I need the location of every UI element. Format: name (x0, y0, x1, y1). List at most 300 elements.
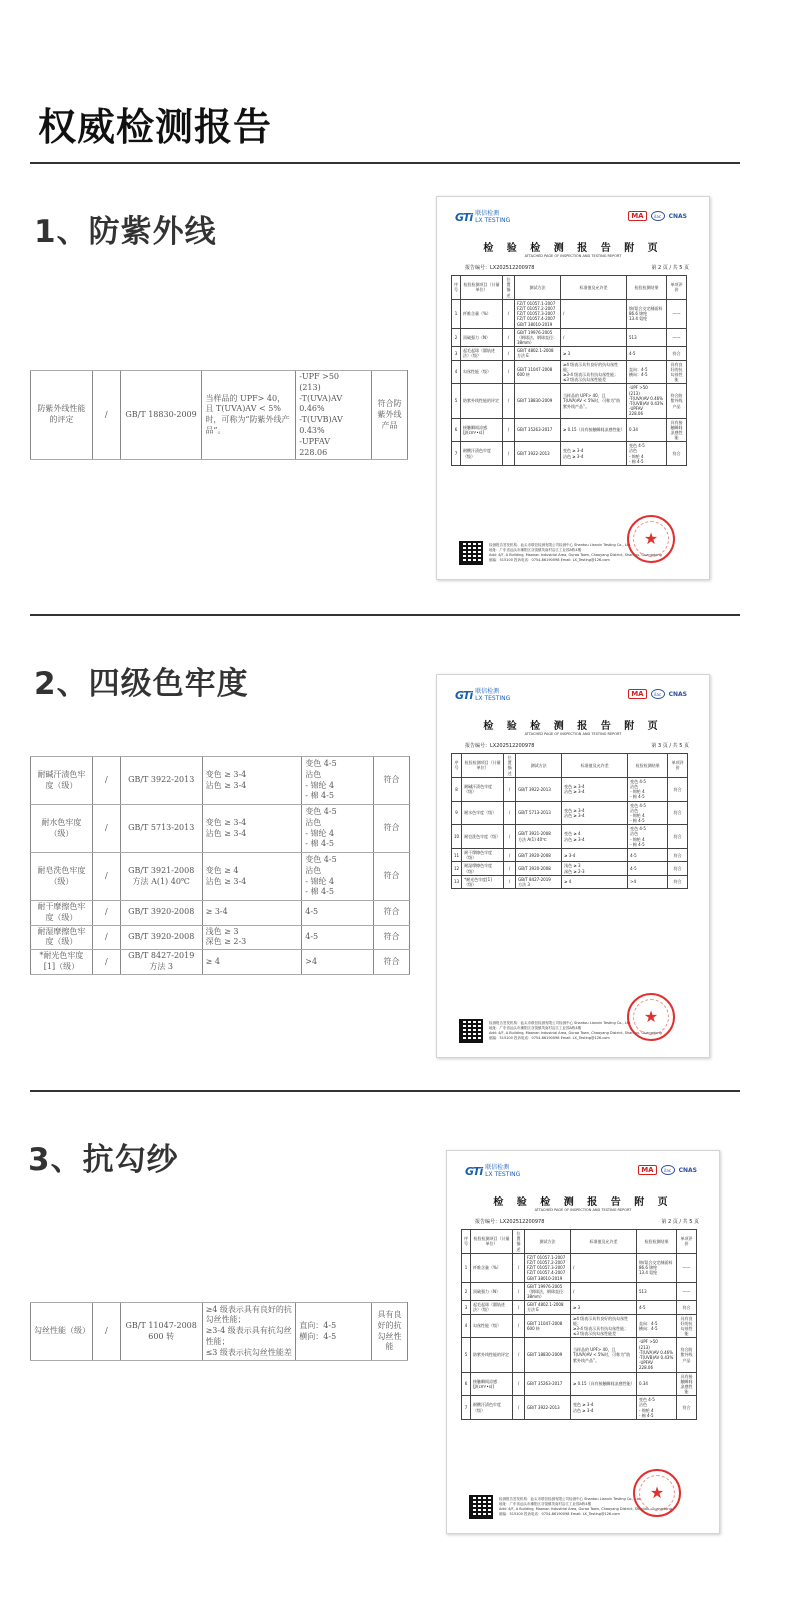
report-cell-pos: / (504, 825, 516, 849)
report-cell-verdict: 符合防紫外线产品 (667, 384, 687, 418)
report-cell-result: -UPF >50 (213) -T(UVA)AV 0.46% -T(UVB)AV 0.43% -UPFAV 228.06 (627, 384, 667, 418)
column-header: 检验检测结果 (627, 276, 667, 300)
report-cell-pos: / (513, 1372, 525, 1396)
seal-star-icon: ★ (649, 1483, 665, 1502)
report-cell-no: 5 (452, 384, 461, 418)
position-cell: / (92, 925, 120, 950)
report-cell-pos: / (503, 360, 515, 384)
report-results-table (451, 753, 688, 889)
report-cell-verdict: 符合 (668, 777, 688, 801)
test-result: >4 (302, 950, 374, 975)
report-cell-verdict: —— (677, 1282, 697, 1301)
report-cell-verdict: 符合 (668, 862, 688, 875)
test-item: 耐水色牢度（级） (31, 805, 93, 853)
report-results-table (451, 275, 687, 466)
column-header: 单项评价 (668, 754, 688, 778)
report-cell-item: 耐碱汗渍色牢度（级） (462, 777, 504, 801)
table-row (452, 442, 687, 466)
report-cell-no: 1 (452, 299, 461, 328)
report-cell-verdict: 符合 (677, 1396, 697, 1420)
table-row (462, 1372, 697, 1396)
table-row (452, 862, 688, 875)
test-method: GB/T 3920-2008 (120, 925, 202, 950)
report-cell-verdict: —— (667, 328, 687, 347)
report-cell-std: ≥4 级表示具有良好的抗勾丝性能； ≥3-4 级表示具有抗勾丝性能； ≤3 级表示抗勾丝性能差 (561, 360, 627, 384)
report-cell-no: 6 (462, 1372, 471, 1396)
report-cell-std: 变色 ≥ 3-4 沾色 ≥ 3-4 (571, 1396, 637, 1420)
table-header-row (452, 276, 687, 300)
table-header-row (462, 1230, 697, 1254)
lab-name-en: LX TESTING (485, 1170, 521, 1178)
report-cell-result: 直向：4-5 横向：4-5 (637, 1314, 677, 1338)
official-seal-icon (633, 1469, 681, 1517)
report-cell-pos: / (504, 777, 516, 801)
report-cell-verdict: 符合 (667, 442, 687, 466)
report-cell-method: GB/T 18830-2009 (525, 1338, 571, 1372)
report-meta (475, 1218, 699, 1225)
report-cell-item: 耐酸汗渍色牢度（级） (471, 1396, 513, 1420)
column-header: 序号 (452, 754, 462, 778)
test-result: 变色 4-5 沾色 - 锦纶 4 - 棉 4-5 (302, 757, 374, 805)
column-header: 位置描述 (504, 754, 516, 778)
requirement: 浅色 ≥ 3 深色 ≥ 2-3 (202, 925, 302, 950)
report-cell-method: GB/T 11047-2008 600 转 (515, 360, 561, 384)
report-cell-std: 变色 ≥ 3-4 沾色 ≥ 3-4 (561, 442, 627, 466)
report-cell-method: FZ/T 01057.1-2007 FZ/T 01057.2-2007 FZ/T 01057.3-2007 FZ/T 01057.4-2007 GB/T 38010-2019 (515, 299, 561, 328)
report-cell-no: 1 (462, 1253, 471, 1282)
report-cell-pos: / (503, 384, 515, 418)
column-header: 序号 (452, 276, 461, 300)
accreditation-badges (638, 1165, 697, 1175)
report-cell-no: 13 (452, 875, 462, 888)
footer-line: Add: 4/F, A Building, Maonan Industrial Area, Gurao Town, Chaoyang District, Shantou, Guangdong (499, 1507, 672, 1511)
report-cell-no: 7 (452, 442, 461, 466)
column-header: 检验检测结果 (637, 1230, 677, 1254)
report-cell-no: 2 (452, 328, 461, 347)
column-header: 测试方法 (525, 1230, 571, 1254)
page-indicator: 第 3 页 / 共 5 页 (651, 743, 689, 749)
cma-badge-icon: MA (638, 1165, 656, 1175)
table-row (31, 853, 410, 901)
footer-line: 地址：广东省汕头市潮阳区谷饶镇茂南村沿江工业园A栋4楼 (499, 1501, 592, 1506)
report-cell-item: 顶破强力（N） (461, 328, 503, 347)
qr-code-icon (459, 541, 483, 565)
report-cell-pos: / (513, 1253, 525, 1282)
requirement: ≥ 3-4 (202, 901, 302, 926)
report-cell-no: 11 (452, 849, 462, 862)
test-item: 耐皂洗色牢度（级） (31, 853, 93, 901)
position-cell: / (92, 950, 120, 975)
report-cell-std: 当样品的 UPF> 40，且 T(UVA)AV < 5%时，可称为“防紫外线产品”。 (571, 1338, 637, 1372)
footer-line: Add: 4/F, A Building, Maonan Industrial Area, Gurao Town, Chaoyang District, Shantou, Guangdong (489, 553, 662, 557)
report-cell-no: 10 (452, 825, 462, 849)
column-header: 位置描述 (503, 276, 515, 300)
footer-line: 邮编：515100 投诉电话：0754-86190098 Email: LX_Testing@126.com (489, 558, 610, 563)
report-cell-std: ≥ 0.15（具有接触瞬间凉感性能） (571, 1372, 637, 1396)
lab-logo-mark: GTi (465, 1165, 483, 1179)
report-cell-pos: / (513, 1396, 525, 1420)
column-header: 测试方法 (515, 276, 561, 300)
report-cell-result: 变色 4-5 沾色 - 锦纶 4 - 棉 4-5 (627, 442, 667, 466)
verdict: 符合 (374, 853, 410, 901)
table-row (452, 875, 688, 888)
page-title: 权威检测报告 (38, 105, 273, 149)
test-report-page (436, 674, 710, 1058)
requirement: 变色 ≥ 4 沾色 ≥ 3-4 (202, 853, 302, 901)
report-cell-result: 0.34 (637, 1372, 677, 1396)
lab-logo (455, 689, 510, 702)
report-cell-std: / (561, 299, 627, 328)
lab-logo-text (475, 211, 510, 224)
requirement: ≥ 4 (202, 950, 302, 975)
column-header: 检验检测项目（计量单位） (462, 754, 504, 778)
position-cell: / (92, 901, 120, 926)
report-cell-method: GB/T 3920-2008 (516, 849, 562, 862)
section-title-colorfastness: 2、四级色牢度 (34, 666, 249, 702)
report-cell-item: 顶破强力（N） (471, 1282, 513, 1301)
report-cell-method: GB/T 5713-2013 (516, 801, 562, 825)
report-cell-no: 7 (462, 1396, 471, 1420)
report-cell-item: 接触瞬间凉感[J/(cm²•s)] (471, 1372, 513, 1396)
table-row (452, 801, 688, 825)
official-seal-icon (627, 515, 675, 563)
report-cell-std: / (561, 328, 627, 347)
report-meta (465, 742, 689, 749)
test-result: 变色 4-5 沾色 - 锦纶 4 - 棉 4-5 (302, 853, 374, 901)
report-cell-verdict: 具有接触瞬间凉感性能 (667, 418, 687, 442)
test-method: GB/T 8427-2019 方法 3 (120, 950, 202, 975)
divider (30, 1090, 740, 1092)
footer-line: 邮编：515100 投诉电话：0754-86190098 Email: LX_Testing@126.com (489, 1036, 610, 1041)
report-cell-std: 变色 ≥ 3-4 沾色 ≥ 3-4 (562, 801, 628, 825)
report-cell-result: 变色 4-5 沾色 - 锦纶 4 - 棉 4-5 (628, 801, 668, 825)
cma-badge-icon: MA (628, 689, 646, 699)
qr-code-icon (469, 1495, 493, 1519)
report-cell-std: ≥ 3 (571, 1301, 637, 1314)
report-cell-item: 纤维含量（%） (461, 299, 503, 328)
report-cell-result: 直向：4-5 横向：4-5 (627, 360, 667, 384)
report-cell-result: 变色 4-5 沾色 - 锦纶 4 - 棉 4-5 (628, 825, 668, 849)
report-number: 报告编号：LX202512200978 (465, 743, 535, 749)
report-cell-pos: / (503, 347, 515, 360)
report-cell-item: 防紫外线性能的评定 (461, 384, 503, 418)
divider (30, 614, 740, 616)
report-cell-result: 513 (627, 328, 667, 347)
report-cell-std: 变色 ≥ 3-4 沾色 ≥ 3-4 (562, 777, 628, 801)
report-cell-std: ≥ 3 (561, 347, 627, 360)
test-item: 耐碱汗渍色牢度（级） (31, 757, 93, 805)
report-cell-item: 耐酸汗渍色牢度（级） (461, 442, 503, 466)
accreditation-badges (628, 689, 687, 699)
report-cell-item: 耐皂洗色牢度（级） (462, 825, 504, 849)
report-cell-std: 浅色 ≥ 3 深色 ≥ 2-3 (562, 862, 628, 875)
spec-table-colorfastness (30, 756, 410, 975)
report-cell-pos: / (513, 1314, 525, 1338)
test-item: 耐干摩擦色牢度（级） (31, 901, 93, 926)
spec-table-snag (30, 1302, 408, 1361)
report-cell-std: ≥ 3-4 (562, 849, 628, 862)
report-cell-method: GB/T 3922-2013 (516, 777, 562, 801)
table-row (31, 371, 408, 460)
requirement: 变色 ≥ 3-4 沾色 ≥ 3-4 (202, 805, 302, 853)
requirement: 当样品的 UPF> 40，且 T(UVA)AV < 5%时，可称为“防紫外线产品”。 (202, 371, 296, 460)
test-method: GB/T 11047-2008 600 转 (120, 1303, 202, 1361)
report-cell-result: -UPF >50 (213) -T(UVA)AV 0.46% -T(UVB)AV 0.43% -UPFAV 228.06 (637, 1338, 677, 1372)
table-row (462, 1301, 697, 1314)
report-cell-std: / (571, 1282, 637, 1301)
ilac-badge-icon: ilac (651, 689, 665, 699)
verdict: 符合 (374, 757, 410, 805)
table-row (31, 901, 410, 926)
ilac-badge-icon: ilac (661, 1165, 675, 1175)
report-cell-method: GB/T 35263-2017 (515, 418, 561, 442)
footer-line: 检测报告签发机构：汕头市联信检测有限公司检测中心 Shantou Lianxin Testing Co., Ltd. (499, 1496, 642, 1501)
verdict: 符合 (374, 950, 410, 975)
section-title-snag: 3、抗勾纱 (28, 1142, 179, 1178)
report-cell-item: 勾丝性能（级） (461, 360, 503, 384)
section-title-uv: 1、防紫外线 (34, 214, 217, 250)
spec-table-uv (30, 370, 408, 460)
column-header: 标准值及允许差 (571, 1230, 637, 1254)
table-row (452, 384, 687, 418)
report-cell-std: ≥ 0.15（具有接触瞬间凉感性能） (561, 418, 627, 442)
qr-code-icon (459, 1019, 483, 1043)
report-cell-result: 锦/氨合交定制面料 86.6 锦纶 13.4 氨纶 (627, 299, 667, 328)
report-cell-method: GB/T 3922-2013 (515, 442, 561, 466)
position-cell: / (92, 757, 120, 805)
column-header: 序号 (462, 1230, 471, 1254)
table-row (462, 1253, 697, 1282)
test-item: 勾丝性能（级） (31, 1303, 93, 1361)
test-method: GB/T 3920-2008 (120, 901, 202, 926)
report-cell-no: 12 (452, 862, 462, 875)
report-cell-std: / (571, 1253, 637, 1282)
column-header: 检验检测结果 (628, 754, 668, 778)
report-cell-result: 0.34 (627, 418, 667, 442)
divider (30, 162, 740, 164)
report-cell-item: 耐湿摩擦色牢度（级） (462, 862, 504, 875)
column-header: 单项评价 (667, 276, 687, 300)
lab-logo (465, 1165, 520, 1178)
report-cell-result: 4-5 (628, 849, 668, 862)
report-cell-pos: / (504, 801, 516, 825)
report-cell-item: 起毛起球（圆轨迹法）（级） (461, 347, 503, 360)
report-cell-std: 当样品的 UPF> 40，且 T(UVA)AV < 5%时，可称为“防紫外线产品”。 (561, 384, 627, 418)
test-result: 4-5 (302, 901, 374, 926)
test-report-page (446, 1150, 720, 1534)
column-header: 单项评价 (677, 1230, 697, 1254)
requirement: ≥4 级表示具有良好的抗勾丝性能； ≥3-4 级表示具有抗勾丝性能； ≤3 级表示抗勾丝性能差 (202, 1303, 296, 1361)
cnas-badge-icon: CNAS (678, 1166, 697, 1174)
footer-line: 检测报告签发机构：汕头市联信检测有限公司检测中心 Shantou Lianxin Testing Co., Ltd. (489, 542, 632, 547)
report-cell-pos: / (504, 875, 516, 888)
report-cell-item: 起毛起球（圆轨迹法）（级） (471, 1301, 513, 1314)
test-result: 变色 4-5 沾色 - 锦纶 4 - 棉 4-5 (302, 805, 374, 853)
report-cell-pos: / (504, 862, 516, 875)
column-header: 检验检测项目（计量单位） (461, 276, 503, 300)
verdict: 符合 (374, 901, 410, 926)
footer-line: 邮编：515100 投诉电话：0754-86190098 Email: LX_Testing@126.com (499, 1512, 620, 1517)
column-header: 位置描述 (513, 1230, 525, 1254)
requirement: 变色 ≥ 3-4 沾色 ≥ 3-4 (202, 757, 302, 805)
report-cell-pos: / (513, 1301, 525, 1314)
ilac-badge-icon: ilac (651, 211, 665, 221)
report-cell-pos: / (503, 328, 515, 347)
report-number: 报告编号：LX202512200978 (465, 265, 535, 271)
table-row (452, 347, 687, 360)
test-method: GB/T 18830-2009 (120, 371, 202, 460)
report-cell-item: 耐干摩擦色牢度（级） (462, 849, 504, 862)
report-cell-no: 9 (452, 801, 462, 825)
cma-badge-icon: MA (628, 211, 646, 221)
report-number: 报告编号：LX202512200978 (475, 1219, 545, 1225)
report-cell-verdict: 具有接触瞬间凉感性能 (677, 1372, 697, 1396)
accreditation-badges (628, 211, 687, 221)
report-cell-std: ≥ 4 (562, 875, 628, 888)
table-row (452, 825, 688, 849)
test-result: 4-5 (302, 925, 374, 950)
report-cell-verdict: 符合防紫外线产品 (677, 1338, 697, 1372)
lab-logo-mark: GTi (455, 211, 473, 225)
report-cell-result: 4-5 (637, 1301, 677, 1314)
report-cell-method: GB/T 3920-2008 (516, 862, 562, 875)
verdict: 符合 (374, 925, 410, 950)
test-method: GB/T 3921-2008 方法 A(1) 40℃ (120, 853, 202, 901)
table-row (462, 1314, 697, 1338)
lab-name-cn: 联信检测 (475, 688, 500, 695)
report-cell-item: 耐水色牢度（级） (462, 801, 504, 825)
report-cell-std: ≥4 级表示具有良好的抗勾丝性能； ≥3-4 级表示具有抗勾丝性能； ≤3 级表示抗勾丝性能差 (571, 1314, 637, 1338)
report-cell-method: GB/T 11047-2008 600 转 (525, 1314, 571, 1338)
footer-line: Add: 4/F, A Building, Maonan Industrial Area, Gurao Town, Chaoyang District, Shantou, Guangdong (489, 1031, 662, 1035)
table-row (452, 328, 687, 347)
report-cell-item: 防紫外线性能的评定 (471, 1338, 513, 1372)
report-cell-verdict: 符合 (668, 801, 688, 825)
footer-line: 检测报告签发机构：汕头市联信检测有限公司检测中心 Shantou Lianxin Testing Co., Ltd. (489, 1020, 632, 1025)
official-seal-icon (627, 993, 675, 1041)
report-subtitle: ATTACHED PAGE OF INSPECTION AND TESTING REPORT (524, 254, 622, 258)
lab-name-en: LX TESTING (475, 694, 511, 702)
position-cell: / (92, 853, 120, 901)
footer-line: 地址：广东省汕头市潮阳区谷饶镇茂南村沿江工业园A栋4楼 (489, 1025, 582, 1030)
report-cell-method: GB/T 35263-2017 (525, 1372, 571, 1396)
report-cell-method: GB/T 3921-2008 方法 A(1) 40℃ (516, 825, 562, 849)
table-row (31, 925, 410, 950)
table-row (31, 757, 410, 805)
test-report-page (436, 196, 710, 580)
lab-logo (455, 211, 510, 224)
report-cell-method: GB/T 19976-2005 （钢球法，钢球直径：38mm） (525, 1282, 571, 1301)
report-cell-no: 4 (452, 360, 461, 384)
lab-logo-text (475, 689, 510, 702)
table-row (31, 1303, 408, 1361)
report-cell-result: 锦/氨合交定制面料 86.6 锦纶 13.4 氨纶 (637, 1253, 677, 1282)
report-cell-verdict: 符合 (677, 1301, 697, 1314)
table-row (452, 418, 687, 442)
test-item: 耐湿摩擦色牢度（级） (31, 925, 93, 950)
report-cell-method: GB/T 3922-2013 (525, 1396, 571, 1420)
verdict: 符合 (374, 805, 410, 853)
report-cell-no: 6 (452, 418, 461, 442)
report-cell-result: 513 (637, 1282, 677, 1301)
report-cell-pos: / (504, 849, 516, 862)
report-cell-no: 3 (462, 1301, 471, 1314)
column-header: 标准值及允许差 (561, 276, 627, 300)
report-cell-verdict: 符合 (668, 875, 688, 888)
report-cell-no: 8 (452, 777, 462, 801)
table-row (452, 777, 688, 801)
report-cell-result: >4 (628, 875, 668, 888)
report-cell-method: GB/T 18830-2009 (515, 384, 561, 418)
report-cell-result: 变色 4-5 沾色 - 锦纶 4 - 棉 4-5 (637, 1396, 677, 1420)
report-cell-pos: / (503, 418, 515, 442)
test-method: GB/T 5713-2013 (120, 805, 202, 853)
report-cell-pos: / (503, 299, 515, 328)
table-row (452, 849, 688, 862)
report-cell-method: FZ/T 01057.1-2007 FZ/T 01057.2-2007 FZ/T 01057.3-2007 FZ/T 01057.4-2007 GB/T 38010-2019 (525, 1253, 571, 1282)
report-title: 检 验 检 测 报 告 附 页 (493, 1197, 673, 1208)
lab-logo-mark: GTi (455, 689, 473, 703)
report-title: 检 验 检 测 报 告 附 页 (483, 243, 663, 254)
verdict: 具有良好的抗勾丝性能 (372, 1303, 408, 1361)
test-result: -UPF >50 (213) -T(UVA)AV 0.46% -T(UVB)AV 0.43% -UPFAV 228.06 (296, 371, 372, 460)
report-cell-item: 接触瞬间凉感[J/(cm²•s)] (461, 418, 503, 442)
report-cell-std: 变色 ≥ 4 沾色 ≥ 3-4 (562, 825, 628, 849)
report-cell-pos: / (503, 442, 515, 466)
page-indicator: 第 2 页 / 共 5 页 (661, 1219, 699, 1225)
report-cell-no: 3 (452, 347, 461, 360)
report-cell-pos: / (513, 1338, 525, 1372)
report-cell-result: 4-5 (628, 862, 668, 875)
column-header: 测试方法 (516, 754, 562, 778)
lab-logo-text (485, 1165, 520, 1178)
test-method: GB/T 3922-2013 (120, 757, 202, 805)
report-cell-item: 勾丝性能（级） (471, 1314, 513, 1338)
report-cell-verdict: —— (677, 1253, 697, 1282)
report-cell-item: 纤维含量（%） (471, 1253, 513, 1282)
report-cell-method: GB/T 8427-2019 方法 3 (516, 875, 562, 888)
table-row (462, 1282, 697, 1301)
table-row (31, 950, 410, 975)
report-cell-no: 2 (462, 1282, 471, 1301)
report-meta (465, 264, 689, 271)
report-cell-result: 变色 4-5 沾色 - 锦纶 4 - 棉 4-5 (628, 777, 668, 801)
report-cell-verdict: 符合 (668, 825, 688, 849)
verdict: 符合防紫外线产品 (372, 371, 408, 460)
report-cell-verdict: 具有良好的抗勾丝性能 (677, 1314, 697, 1338)
position-cell: / (92, 1303, 120, 1361)
report-cell-verdict: 符合 (667, 347, 687, 360)
test-item: 防紫外线性能的评定 (31, 371, 93, 460)
table-row (452, 360, 687, 384)
table-row (462, 1338, 697, 1372)
report-cell-verdict: 符合 (668, 849, 688, 862)
seal-star-icon: ★ (643, 1007, 659, 1026)
table-row (452, 299, 687, 328)
position-cell: / (92, 371, 120, 460)
report-cell-method: GB/T 4802.1-2008 方法 E (515, 347, 561, 360)
column-header: 标准值及允许差 (562, 754, 628, 778)
test-result: 直向：4-5 横向：4-5 (296, 1303, 372, 1361)
report-cell-method: GB/T 19976-2005 （钢球法，钢球直径：38mm） (515, 328, 561, 347)
table-row (31, 805, 410, 853)
report-cell-no: 4 (462, 1314, 471, 1338)
report-subtitle: ATTACHED PAGE OF INSPECTION AND TESTING REPORT (534, 1208, 632, 1212)
lab-name-cn: 联信检测 (485, 1164, 510, 1171)
report-cell-pos: / (513, 1282, 525, 1301)
lab-name-en: LX TESTING (475, 216, 511, 224)
footer-line: 地址：广东省汕头市潮阳区谷饶镇茂南村沿江工业园A栋4楼 (489, 547, 582, 552)
